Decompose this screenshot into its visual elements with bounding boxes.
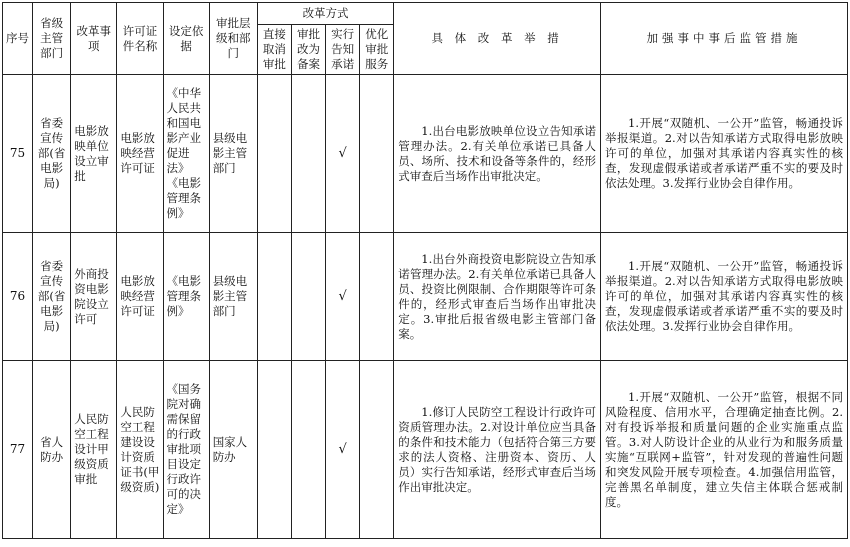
row-basis: 《国务院对确需保留的行政审批项目设定行政许可的决定》 <box>163 361 209 539</box>
row-measures: 1.修订人民防空工程设计行政许可资质管理办法。2.对设计单位应当具备的条件和技术能力（包括符合第三方要求的法人资格、注册资本、资历、人员）实行告知承诺，经形式审查后当场作出审批决定。 <box>394 361 601 539</box>
header-item: 改革事项 <box>71 3 117 75</box>
row-item: 电影放映单位设立审批 <box>71 75 117 233</box>
row-license: 电影放映经营许可证 <box>117 233 163 361</box>
row-level: 国家人防办 <box>209 361 257 539</box>
header-mode-filing: 审批改为备案 <box>291 25 325 75</box>
row-mode-notify: √ <box>326 75 360 233</box>
header-license: 许可证件名称 <box>117 3 163 75</box>
row-mode-filing <box>291 361 325 539</box>
header-reform-mode: 改革方式 <box>257 3 393 25</box>
row-mode-filing <box>291 75 325 233</box>
row-level: 县级电影主管部门 <box>209 233 257 361</box>
header-measures: 具 体 改 革 举 措 <box>394 3 601 75</box>
header-seq: 序号 <box>3 3 33 75</box>
row-level: 县级电影主管部门 <box>209 75 257 233</box>
row-license: 人民防空工程建设设计资质证书(甲级资质) <box>117 361 163 539</box>
row-mode-optimize <box>360 75 394 233</box>
reform-table-sheet <box>2 2 848 539</box>
row-measures: 1.出台电影放映单位设立告知承诺管理办法。2.有关单位承诺已具备人员、场所、技术和设备等条件的，经形式审查后当场作出审批决定。 <box>394 75 601 233</box>
row-dept: 省委宣传部(省电影局) <box>33 233 71 361</box>
row-mode-notify: √ <box>326 361 360 539</box>
header-supervision: 加强事中事后监管措施 <box>601 3 848 75</box>
row-mode-optimize <box>360 233 394 361</box>
row-supervision: 1.开展“双随机、一公开”监管，根据不同风险程度、信用水平，合理确定抽查比例。2.对有投诉举报和质量问题的企业实施重点监管。3.对人防设计企业的从业行为和服务质量实施“互联网+监管”，针对发现的普遍性问题和突发风险开展专项检查。4.加强信用监管，完善黑名单制度，建立失信主体联合惩戒制度。 <box>601 361 848 539</box>
row-license: 电影放映经营许可证 <box>117 75 163 233</box>
row-basis: 《中华人民共和国电影产业促进法》《电影管理条例》 <box>163 75 209 233</box>
row-item: 人民防空工程设计甲级资质审批 <box>71 361 117 539</box>
row-mode-notify: √ <box>326 233 360 361</box>
row-mode-cancel <box>257 75 291 233</box>
row-supervision: 1.开展“双随机、一公开”监管，畅通投诉举报渠道。2.对以告知承诺方式取得电影放映许可的单位，加强对其承诺内容真实性的核查，发现虚假承诺或者承诺严重不实的要及时依法处理。3.发挥行业协会自律作用。 <box>601 233 848 361</box>
header-mode-notify: 实行告知承诺 <box>326 25 360 75</box>
header-dept: 省级主管部门 <box>33 3 71 75</box>
row-supervision: 1.开展“双随机、一公开”监管，畅通投诉举报渠道。2.对以告知承诺方式取得电影放映许可的单位，加强对其承诺内容真实性的核查，发现虚假承诺或者承诺严重不实的要及时依法处理。3.发挥行业协会自律作用。 <box>601 75 848 233</box>
row-basis: 《电影管理条例》 <box>163 233 209 361</box>
header-mode-cancel: 直接取消审批 <box>257 25 291 75</box>
header-level: 审批层级和部门 <box>209 3 257 75</box>
header-basis: 设定依据 <box>163 3 209 75</box>
table-row <box>3 361 848 539</box>
reform-table <box>2 2 848 539</box>
row-seq: 75 <box>3 75 33 233</box>
row-seq: 77 <box>3 361 33 539</box>
table-row <box>3 233 848 361</box>
row-mode-filing <box>291 233 325 361</box>
row-dept: 省委宣传部(省电影局) <box>33 75 71 233</box>
header-mode-optimize: 优化审批服务 <box>360 25 394 75</box>
row-dept: 省人防办 <box>33 361 71 539</box>
row-seq: 76 <box>3 233 33 361</box>
row-measures: 1.出台外商投资电影院设立告知承诺管理办法。2.有关单位承诺已具备人员、投资比例限制、合作期限等许可条件的，经形式审查后当场作出审批决定。3.审批后报省级电影主管部门备案。 <box>394 233 601 361</box>
row-mode-cancel <box>257 233 291 361</box>
row-mode-optimize <box>360 361 394 539</box>
row-item: 外商投资电影院设立许可 <box>71 233 117 361</box>
table-row <box>3 75 848 233</box>
row-mode-cancel <box>257 361 291 539</box>
